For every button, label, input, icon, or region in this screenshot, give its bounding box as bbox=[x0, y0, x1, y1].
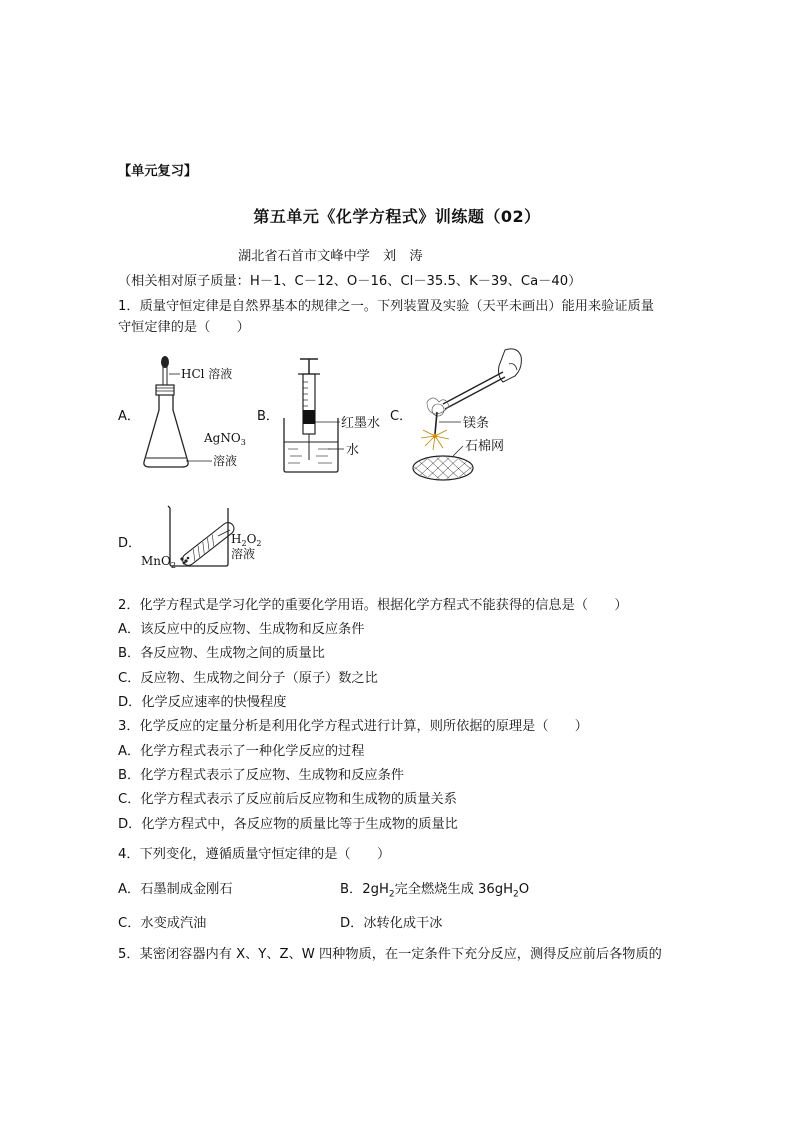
q2-option-c: C．反应物、生成物之间分子（原子）数之比 bbox=[118, 671, 378, 686]
hcl-label: HCl 溶液 bbox=[181, 367, 233, 381]
syringe-barrel bbox=[303, 374, 315, 434]
q4-option-b-part2: 完全燃烧生成 36gH bbox=[394, 882, 514, 897]
q2-stem: 2．化学方程式是学习化学的重要化学用语。根据化学方程式不能获得的信息是（ ） bbox=[118, 598, 628, 613]
q4-stem: 4．下列变化，遵循质量守恒定律的是（ ） bbox=[118, 847, 391, 862]
red-ink bbox=[303, 410, 315, 424]
flask-body bbox=[144, 395, 188, 467]
q3-option-d: D．化学方程式中，各反应物的质量比等于生成物的质量比 bbox=[118, 817, 458, 832]
page-title: 第五单元《化学方程式》训练题（02） bbox=[253, 207, 541, 226]
h2o2-o: O bbox=[246, 532, 257, 546]
q4-option-c: C．水变成汽油 bbox=[118, 916, 207, 931]
q2-option-d: D．化学反应速率的快慢程度 bbox=[118, 695, 287, 710]
q1-fig-c-magnesium-burning bbox=[405, 342, 530, 484]
q1-fig-a-label: A． bbox=[118, 409, 140, 424]
h2o2-label bbox=[231, 532, 262, 548]
beaker bbox=[168, 506, 228, 566]
asbestos-gauze bbox=[413, 456, 473, 480]
h2o2-sub1: 2 bbox=[241, 539, 247, 548]
q3-option-c: C．化学方程式表示了反应前后反应物和生成物的质量关系 bbox=[118, 792, 457, 807]
mno2-sub: 2 bbox=[170, 561, 176, 570]
agno3-solution-label: 溶液 bbox=[213, 454, 238, 468]
q4-option-b-sub1: 2 bbox=[388, 889, 395, 900]
q1-stem-line1: 1．质量守恒定律是自然界基本的规律之一。下列装置及实验（天平未画出）能用来验证质量 bbox=[118, 299, 654, 314]
q1-fig-d-peroxide-beaker bbox=[138, 500, 268, 575]
agno3-text: AgNO bbox=[204, 431, 241, 445]
q1-stem-line2: 守恒定律的是（ ） bbox=[118, 320, 250, 335]
q3-stem: 3．化学反应的定量分析是利用化学方程式进行计算，则所依据的原理是（ ） bbox=[118, 719, 588, 734]
h2o2-h: H bbox=[231, 532, 242, 546]
agno3-label bbox=[203, 431, 246, 447]
q1-fig-c-label: C． bbox=[390, 409, 413, 424]
section-tag: 【单元复习】 bbox=[118, 164, 198, 179]
water-label: 水 bbox=[346, 443, 360, 458]
q4-option-b-sub2: 2 bbox=[513, 889, 519, 900]
red-ink-label: 红墨水 bbox=[341, 416, 381, 431]
q1-fig-a-flask bbox=[138, 352, 263, 477]
q1-fig-b-syringe-beaker bbox=[278, 352, 390, 477]
q5-stem: 5．某密闭容器内有 X、Y、Z、W 四种物质，在一定条件下充分反应，测得反应前后各物质的 bbox=[118, 947, 662, 962]
atomic-mass-note: （相关相对原子质量：H－1、C－12、O－16、Cl－35.5、K－39、Ca－40） bbox=[118, 274, 582, 289]
q4-option-a: A．石墨制成金刚石 bbox=[118, 882, 233, 897]
magnesium-label: 镁条 bbox=[463, 416, 490, 431]
agno3-subscript: 3 bbox=[240, 438, 246, 447]
q3-option-b: B．化学方程式表示了反应物、生成物和反应条件 bbox=[118, 768, 404, 783]
mno2-label bbox=[141, 554, 176, 570]
q2-option-b: B．各反应物、生成物之间的质量比 bbox=[118, 646, 325, 661]
gauze-label: 石棉网 bbox=[465, 439, 505, 454]
dropper-bulb bbox=[161, 356, 169, 368]
author-line: 湖北省石首市文峰中学 刘 涛 bbox=[238, 249, 423, 264]
mno2-text: MnO bbox=[141, 554, 171, 568]
hand bbox=[499, 349, 522, 382]
q4-option-b bbox=[340, 881, 529, 904]
q4-option-b-part3: O bbox=[518, 882, 530, 897]
q2-option-a: A．该反应中的反应物、生成物和反应条件 bbox=[118, 622, 365, 637]
q3-option-a: A．化学方程式表示了一种化学反应的过程 bbox=[118, 744, 365, 759]
h2o2-sub2: 2 bbox=[256, 539, 262, 548]
q4-option-d: D．冰转化成干冰 bbox=[340, 916, 443, 931]
h2o2-solution-label: 溶液 bbox=[231, 547, 256, 561]
stopper bbox=[156, 385, 174, 395]
beaker bbox=[284, 418, 338, 472]
q4-option-b-part1: B．2gH bbox=[340, 882, 389, 897]
q1-fig-b-label: B． bbox=[257, 409, 279, 424]
q1-fig-d-label: D． bbox=[118, 536, 142, 551]
